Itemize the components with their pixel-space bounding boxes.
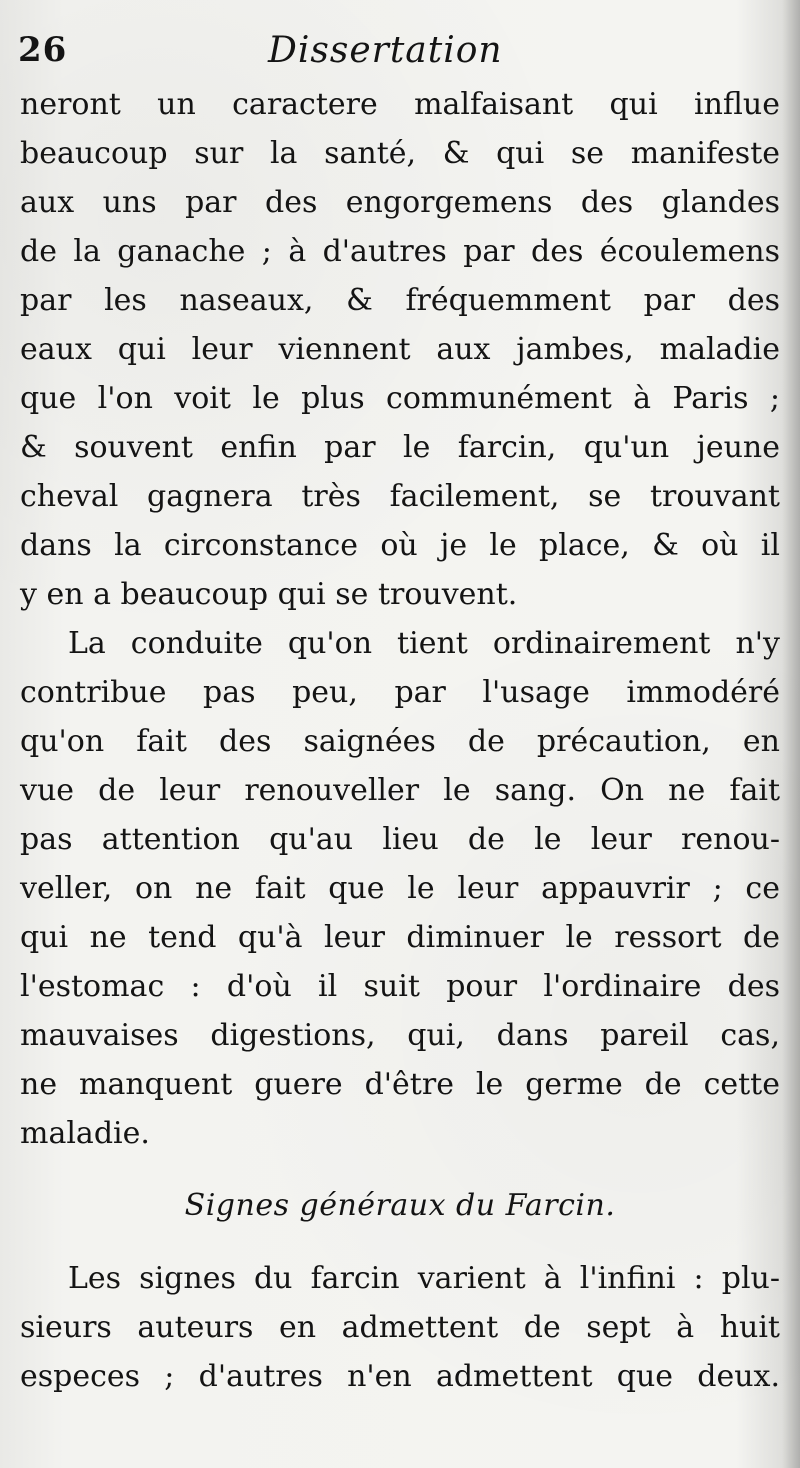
text-line: mauvaises digestions, qui, dans pareil cas, — [20, 1018, 780, 1053]
section-paragraph — [20, 1254, 780, 1401]
text-line: & souvent enfin par le farcin, qu'un jeune — [20, 430, 780, 465]
text-line: sieurs auteurs en admettent de sept à huit — [20, 1310, 780, 1345]
page-header — [18, 30, 778, 80]
text-line: cheval gagnera très facilement, se trouvant — [20, 479, 780, 514]
text-line: de la ganache ; à d'autres par des écoulemens — [20, 234, 780, 269]
text-line: qui ne tend qu'à leur diminuer le ressort de — [20, 920, 780, 955]
text-line: vue de leur renouveller le sang. On ne fait — [20, 773, 780, 808]
text-line: neront un caractere malfaisant qui influe — [20, 87, 780, 122]
text-line: maladie. — [20, 1116, 150, 1151]
text-line: que l'on voit le plus communément à Paris ; — [20, 381, 780, 416]
text-line: beaucoup sur la santé, & qui se manifeste — [20, 136, 780, 171]
page-spine-shadow — [782, 0, 800, 1468]
text-line: par les naseaux, & fréquemment par des — [20, 283, 780, 318]
body-text — [20, 80, 780, 1158]
text-line: y en a beaucoup qui se trouvent. — [20, 577, 518, 612]
text-line: dans la circonstance où je le place, & où il — [20, 528, 780, 563]
text-line: Les signes du farcin varient à l'infini : plu- — [68, 1261, 780, 1296]
text-line: veller, on ne fait que le leur appauvrir ; ce — [20, 871, 780, 906]
text-line: La conduite qu'on tient ordinairement n'y — [68, 626, 780, 661]
running-head: Dissertation — [268, 30, 503, 71]
text-line: especes ; d'autres n'en admettent que deux. — [20, 1359, 780, 1394]
paragraph-1 — [20, 80, 780, 619]
text-line: eaux qui leur viennent aux jambes, maladie — [20, 332, 780, 367]
paragraph-2 — [20, 619, 780, 1158]
text-line: contribue pas peu, par l'usage immodéré — [20, 675, 780, 710]
page-number: 26 — [18, 30, 68, 70]
text-line: qu'on fait des saignées de précaution, en — [20, 724, 780, 759]
text-line: ne manquent guere d'être le germe de cette — [20, 1067, 780, 1102]
text-line: pas attention qu'au lieu de le leur renou- — [20, 822, 780, 857]
text-line: aux uns par des engorgemens des glandes — [20, 185, 780, 220]
text-line: l'estomac : d'où il suit pour l'ordinaire des — [20, 969, 780, 1004]
section-heading: Signes généraux du Farcin. — [184, 1188, 616, 1223]
